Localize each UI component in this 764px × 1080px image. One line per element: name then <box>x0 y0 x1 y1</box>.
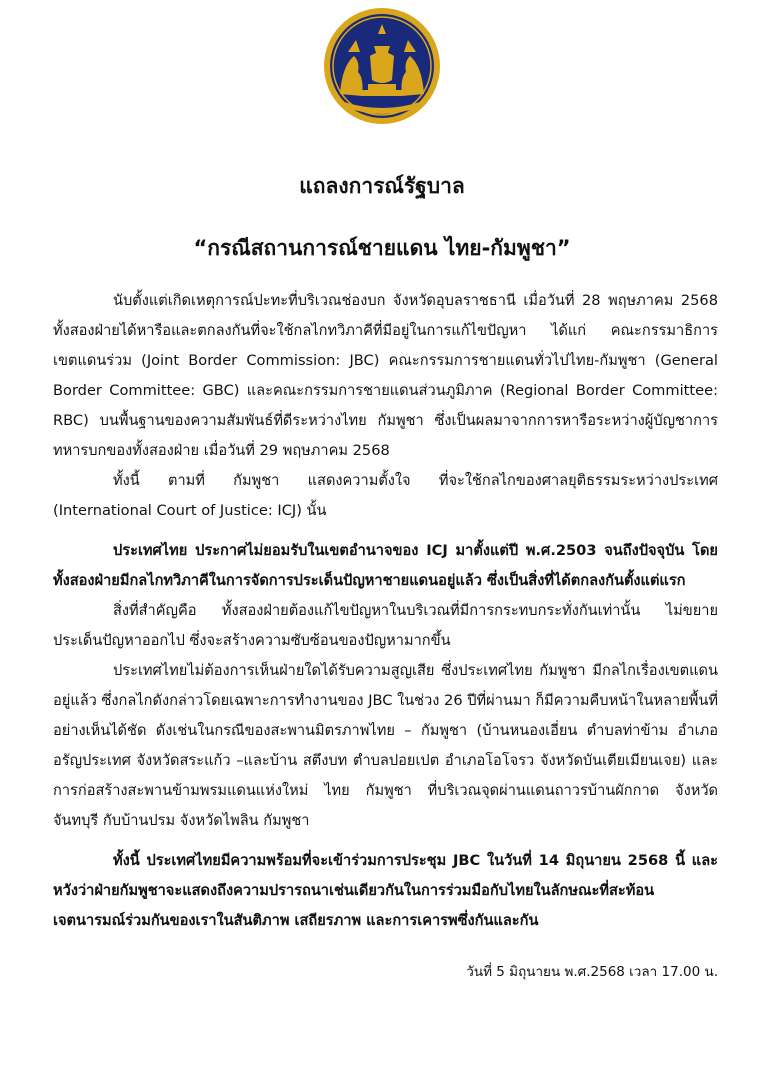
document-subtitle: “กรณีสถานการณ์ชายแดน ไทย-กัมพูชา” <box>193 236 571 260</box>
paragraph-mechanisms: ประเทศไทยไม่ต้องการเห็นฝ่ายใดได้รับความสูญเสีย ซึ่งประเทศไทย กัมพูชา มีกลไกเรื่องเขตแดนอยู่แล้ว ซึ่งกลไกดังกล่าวโดยเฉพาะการทำงานของ JBC ในช่วง 26 ปีที่ผ่านมา ก็มีความคืบหน้าในหลายพื้นที่อย่างเห็นได้ชัด ดังเช่นในกรณีของสะพานมิตรภาพไทย – กัมพูชา (บ้านหนองเอี่ยน ตำบลท่าข้าม อำเภออรัญประเทศ จังหวัดสระแก้ว –และบ้าน สตึงบท ตำบลปอยเปต อำเภอโอโจรว จังหวัดบันเตียเมียนเจย) และการก่อสร้างสะพานข้ามพรมแดนแห่งใหม่ ไทย กัมพูชา ที่บริเวณจุดผ่านแดนถาวรบ้านผักกาด จังหวัดจันทบุรี กับบ้านปรม จังหวัดไพลิน กัมพูชา <box>53 662 718 829</box>
document-title: แถลงการณ์รัฐบาล <box>299 174 465 198</box>
paragraph-jbc-meeting: ทั้งนี้ ประเทศไทยมีความพร้อมที่จะเข้าร่วมการประชุม JBC ในวันที่ 14 มิถุนายน 2568 นี้ และหวังว่าฝ่ายกัมพูชาจะแสดงถึงความปรารถนาเช่นเดียวกันในการร่วมมือกับไทยในลักษณะที่สะท้อนเจตนารมณ์ร่วมกันของเราในสันติภาพ เสถียรภาพ และการเคารพซึ่งกันและกัน <box>53 852 718 929</box>
government-emblem-icon <box>322 6 442 126</box>
document-body <box>53 286 718 936</box>
paragraph-icj-intent: ทั้งนี้ ตามที่ กัมพูชา แสดงความตั้งใจ ที่จะใช้กลไกของศาลยุติธรรมระหว่างประเทศ (International Court of Justice: ICJ) นั้น <box>53 472 718 519</box>
document-date: วันที่ 5 มิถุนายน พ.ศ.2568 เวลา 17.00 น. <box>466 964 718 980</box>
paragraph-key-point: สิ่งที่สำคัญคือ ทั้งสองฝ่ายต้องแก้ไขปัญหาในบริเวณที่มีการกระทบกระทั่งกันเท่านั้น ไม่ขยายประเด็นปัญหาออกไป ซึ่งจะสร้างความซับซ้อนของปัญหามากขึ้น <box>53 602 718 649</box>
paragraph-border-clash: นับตั้งแต่เกิดเหตุการณ์ปะทะที่บริเวณช่องบก จังหวัดอุบลราชธานี เมื่อวันที่ 28 พฤษภาคม 2568 ทั้งสองฝ่ายได้หารือและตกลงกันที่จะใช้กลไกทวิภาคีที่มีอยู่ในการแก้ไขปัญหา ได้แก่ คณะกรรมาธิการเขตแดนร่วม (Joint Border Commission: JBC) คณะกรรมการชายแดนทั่วไปไทย-กัมพูชา (General Border Committee: GBC) และคณะกรรมการชายแดนส่วนภูมิภาค (Regional Border Committee: RBC) บนพื้นฐานของความสัมพันธ์ที่ดีระหว่างไทย กัมพูชา ซึ่งเป็นผลมาจากการหารือระหว่างผู้บัญชาการทหารบกของทั้งสองฝ่าย เมื่อวันที่ 29 พฤษภาคม 2568 <box>53 292 718 459</box>
paragraph-icj-rejection: ประเทศไทย ประกาศไม่ยอมรับในเขตอำนาจของ ICJ มาตั้งแต่ปี พ.ศ.2503 จนถึงปัจจุบัน โดยทั้งสองฝ่ายมีกลไกทวิภาคีในการจัดการประเด็นปัญหาชายแดนอยู่แล้ว ซึ่งเป็นสิ่งที่ได้ตกลงกันตั้งแต่แรก <box>53 542 718 589</box>
